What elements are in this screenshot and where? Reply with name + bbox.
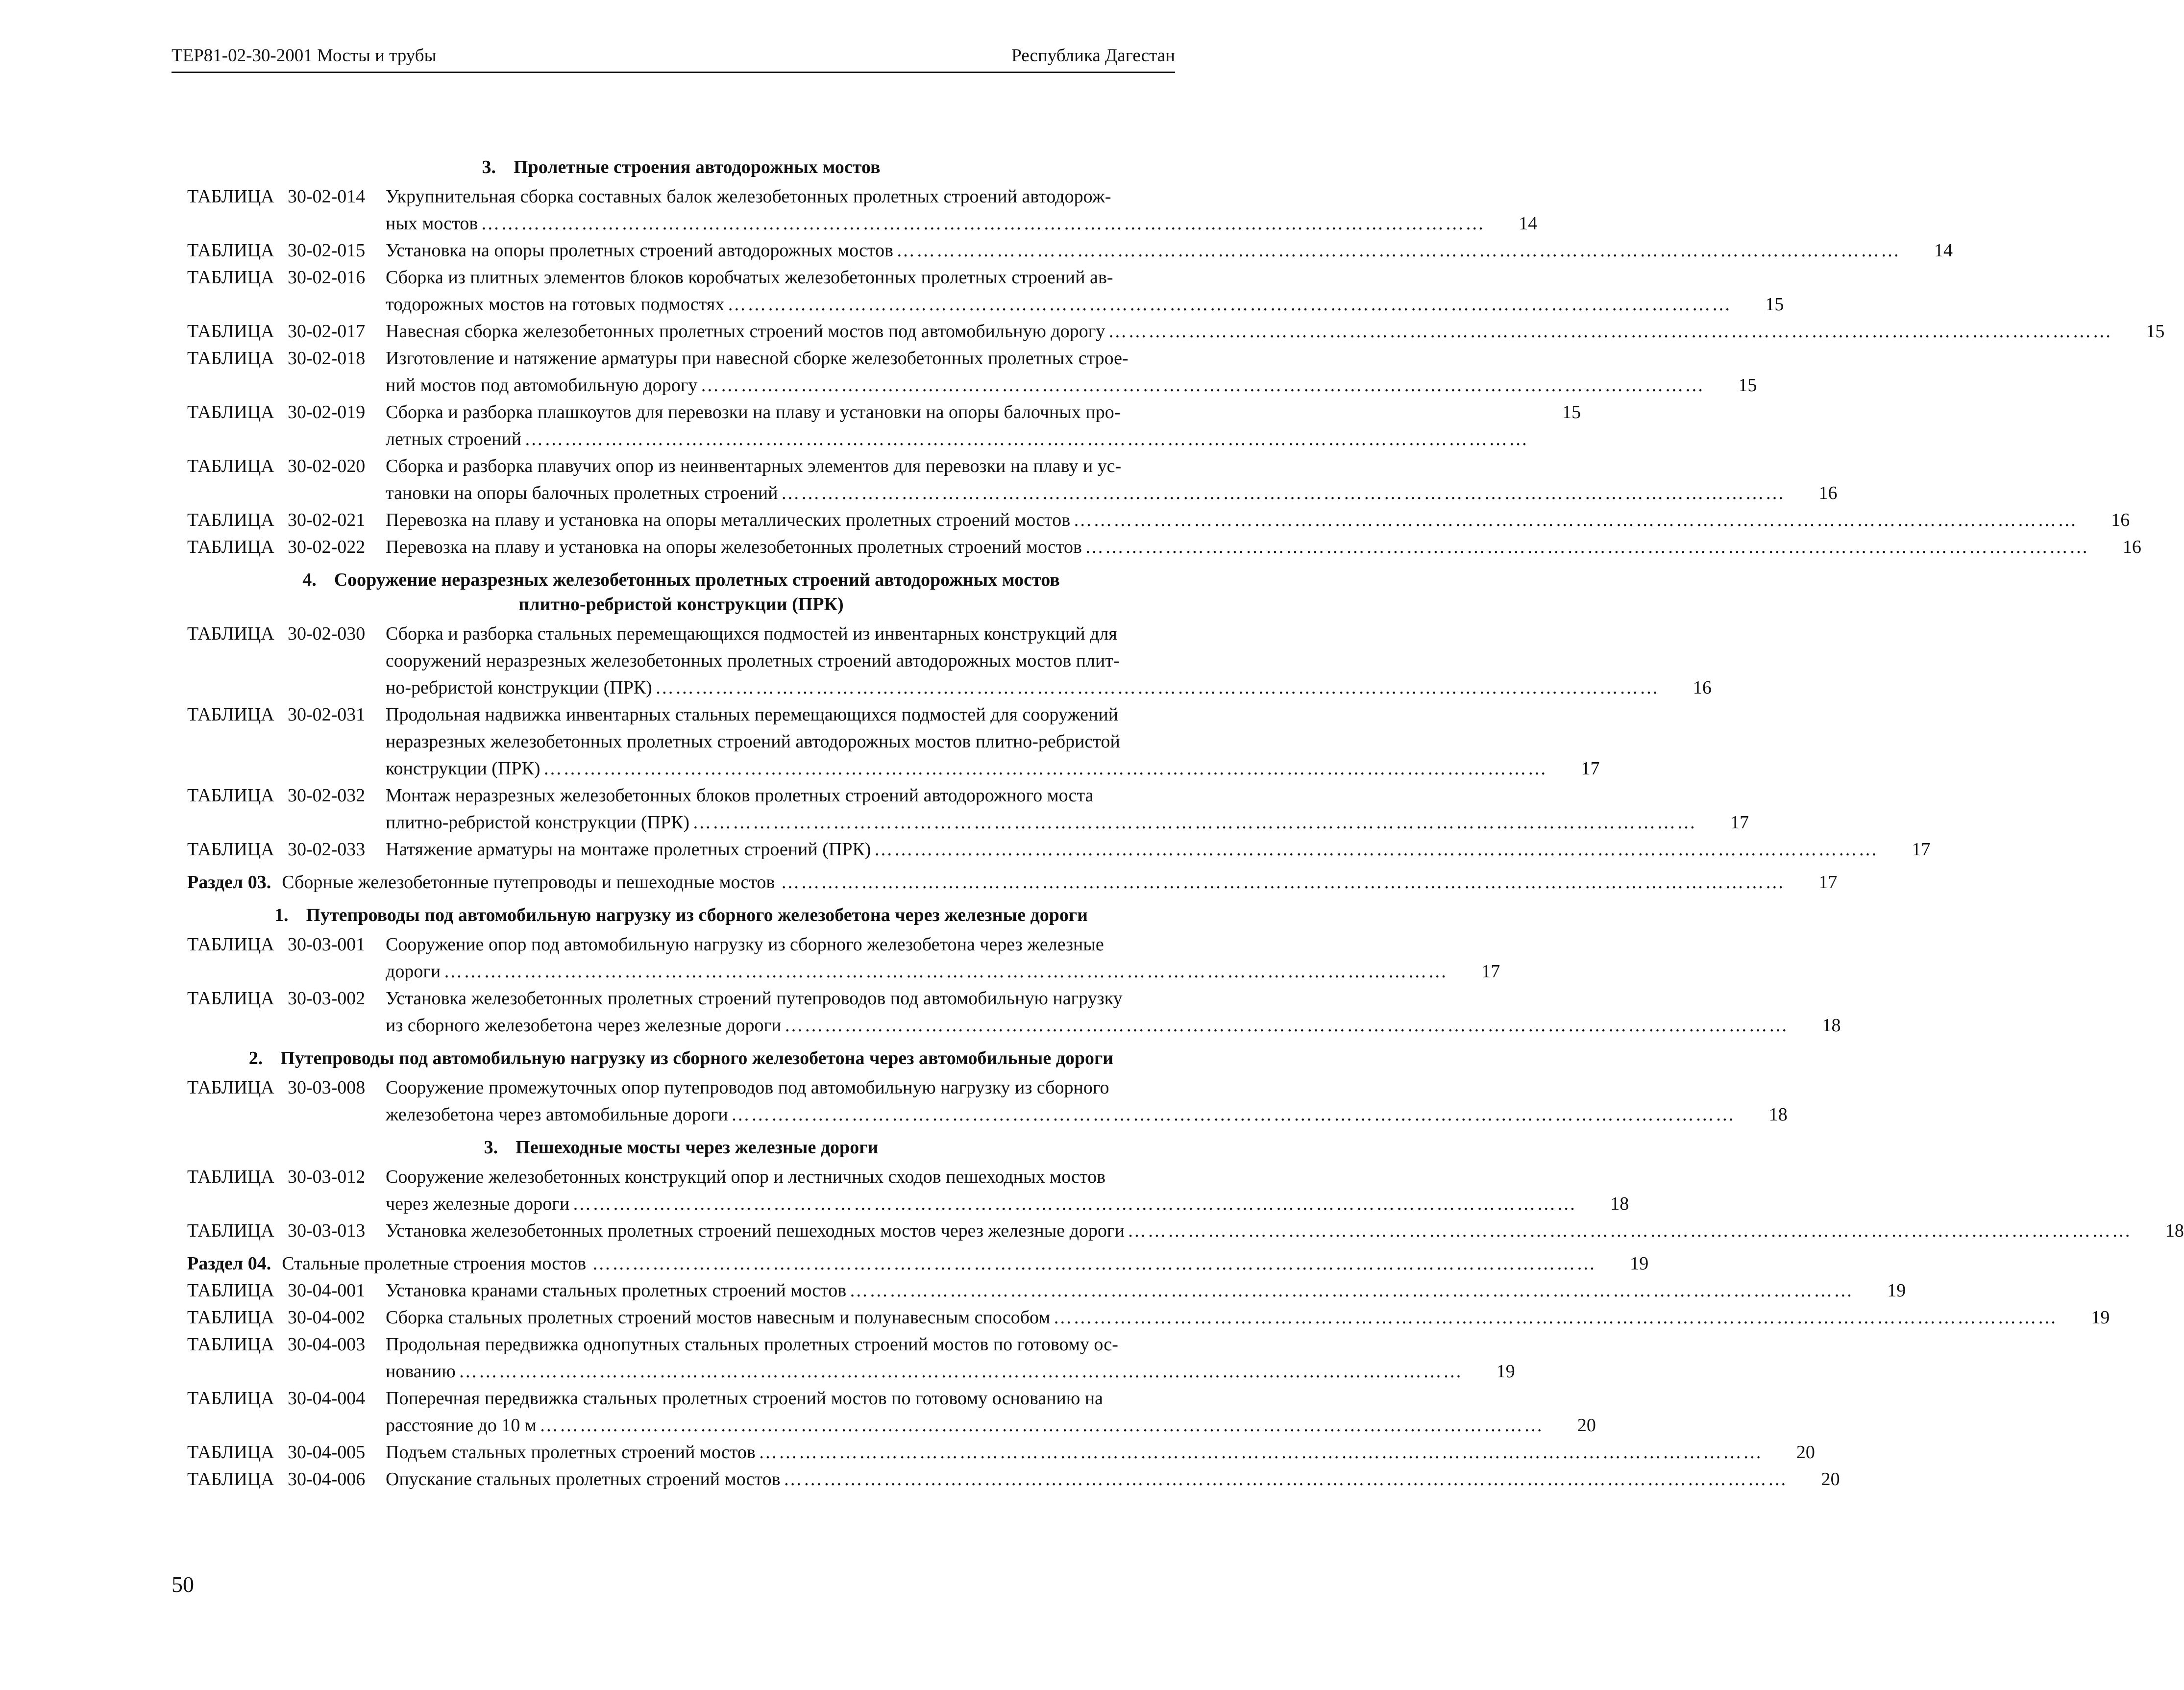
entry-title-text: Натяжение арматуры на монтаже пролетных строений (ПРК) bbox=[386, 839, 871, 860]
subsection-number: 2. bbox=[248, 1048, 263, 1069]
entry-description bbox=[386, 1466, 1840, 1493]
entry-description bbox=[386, 345, 1757, 399]
table-keyword: ТАБЛИЦА bbox=[187, 1077, 274, 1098]
entry-page: 19 bbox=[1887, 1280, 1906, 1301]
entry-title-text: Подъем стальных пролетных строений мостов bbox=[386, 1442, 756, 1463]
subsection-heading bbox=[187, 903, 1175, 927]
toc-entry bbox=[187, 345, 1757, 399]
entry-page: 17 bbox=[1912, 839, 1931, 860]
subsection-title: Пешеходные мосты через железные дороги bbox=[515, 1137, 879, 1158]
entry-title bbox=[386, 1385, 1544, 1439]
toc-entry bbox=[187, 1439, 1815, 1466]
dot-leader: …………………………………………………………………………………………………………………………………… bbox=[727, 294, 1732, 315]
running-header-region: Республика Дагестан bbox=[1011, 46, 1175, 66]
entry-description bbox=[386, 1331, 1515, 1385]
table-code: 30-02-031 bbox=[288, 704, 366, 725]
toc-entry bbox=[187, 264, 1784, 318]
entry-title-line bbox=[386, 1012, 1789, 1039]
entry-title-text: Установка кранами стальных пролетных строений мостов bbox=[386, 1280, 847, 1301]
entry-page: 17 bbox=[1730, 812, 1749, 833]
toc-entry bbox=[187, 183, 1538, 237]
dot-leader: …………………………………………………………………………………………………………………………………… bbox=[700, 375, 1705, 396]
subsection-title: Путепроводы под автомобильную нагрузку из сборного железобетона через железные дороги bbox=[306, 905, 1088, 925]
table-code: 30-02-019 bbox=[288, 402, 366, 422]
entry-title-line bbox=[386, 621, 1660, 647]
table-keyword: ТАБЛИЦА bbox=[187, 934, 274, 955]
entry-title-line bbox=[386, 237, 1901, 264]
entry-description bbox=[386, 836, 1930, 863]
toc-entry bbox=[187, 621, 1712, 701]
table-code: 30-02-022 bbox=[288, 537, 366, 557]
entry-title-line bbox=[386, 480, 1786, 507]
entry-title-text: Сборка стальных пролетных строений мостов навесным и полунавесным способом bbox=[386, 1307, 1051, 1328]
table-keyword: ТАБЛИЦА bbox=[187, 402, 274, 422]
entry-title bbox=[386, 507, 2078, 534]
toc-entry bbox=[187, 453, 1838, 507]
dot-leader: …………………………………………………………………………………………………………………………………… bbox=[1084, 537, 2089, 557]
entry-title-text: Перевозка на плаву и установка на опоры металлических пролетных строений мостов bbox=[386, 510, 1071, 530]
toc-entry bbox=[187, 985, 1841, 1039]
table-keyword: ТАБЛИЦА bbox=[187, 267, 274, 288]
entry-title bbox=[386, 621, 1660, 701]
table-code: 30-04-003 bbox=[288, 1334, 366, 1355]
entry-title-line bbox=[386, 728, 1548, 755]
dot-leader: …………………………………………………………………………………………………………………………………… bbox=[692, 812, 1697, 833]
entry-title-line bbox=[386, 210, 1485, 237]
subsection-title: Пролетные строения автодорожных мостов bbox=[514, 157, 881, 177]
entry-page: 19 bbox=[1496, 1361, 1515, 1382]
entry-title-text: Сборка и разборка плашкоутов для перевозки на плаву и установки на опоры балочных про- bbox=[386, 402, 1121, 422]
table-code: 30-02-018 bbox=[288, 348, 366, 369]
entry-title-line bbox=[386, 372, 1705, 399]
table-keyword: ТАБЛИЦА bbox=[187, 1388, 274, 1409]
entry-title-line bbox=[386, 426, 1529, 453]
entry-title-text: летных строений bbox=[386, 429, 522, 449]
entry-page: 20 bbox=[1821, 1469, 1840, 1490]
entry-title-line bbox=[386, 1331, 1463, 1358]
entry-description bbox=[386, 1304, 2110, 1331]
entry-title-text: тановки на опоры балочных пролетных строений bbox=[386, 483, 778, 503]
dot-leader: …………………………………………………………………………………………………………………………………… bbox=[1053, 1307, 2058, 1328]
entry-title-line bbox=[386, 931, 1448, 958]
table-code: 30-02-030 bbox=[288, 623, 366, 644]
dot-leader: …………………………………………………………………………………………………………………………………… bbox=[783, 1469, 1788, 1490]
entry-title-line bbox=[386, 1101, 1736, 1128]
table-keyword: ТАБЛИЦА bbox=[187, 510, 274, 530]
dot-leader: …………………………………………………………………………………………………………………………………… bbox=[758, 1442, 1763, 1463]
entry-page: 14 bbox=[1934, 240, 1953, 261]
entry-title-text: Опускание стальных пролетных строений мостов bbox=[386, 1469, 781, 1490]
table-code: 30-02-016 bbox=[288, 267, 366, 288]
entry-title bbox=[386, 1304, 2058, 1331]
entry-title-line bbox=[386, 1466, 1788, 1493]
subsection-title: Сооружение неразрезных железобетонных пролетных строений автодорожных мостов bbox=[334, 570, 1060, 590]
entry-page: 17 bbox=[1481, 961, 1500, 982]
entry-page: 18 bbox=[1768, 1104, 1788, 1125]
entry-title-text: Монтаж неразрезных железобетонных блоков пролетных строений автодорожного моста bbox=[386, 785, 1094, 806]
entry-title-line bbox=[386, 183, 1485, 210]
dot-leader: …………………………………………………………………………………………………………………………………… bbox=[572, 1193, 1577, 1214]
entry-title-text: Сборка и разборка плавучих опор из неинвентарных элементов для перевозки на плаву и ус- bbox=[386, 456, 1122, 476]
entry-title-text: Изготовление и натяжение арматуры при навесной сборке железобетонных пролетных строе- bbox=[386, 348, 1129, 369]
entry-title-line bbox=[386, 507, 2078, 534]
entry-page: 15 bbox=[1562, 402, 1581, 422]
toc-entry bbox=[187, 534, 2141, 561]
entry-description bbox=[386, 1164, 1629, 1218]
entry-title-line bbox=[386, 1358, 1463, 1385]
entry-description bbox=[386, 1385, 1596, 1439]
entry-description bbox=[386, 782, 1749, 836]
entry-title-line bbox=[386, 1385, 1544, 1412]
entry-description bbox=[386, 399, 1581, 453]
subsection-number: 1. bbox=[274, 905, 289, 925]
entry-title-text: плитно-ребристой конструкции (ПРК) bbox=[386, 812, 690, 833]
toc-entry bbox=[187, 1304, 2110, 1331]
table-keyword: ТАБЛИЦА bbox=[187, 1334, 274, 1355]
entry-title-text: Сборка из плитных элементов блоков коробчатых железобетонных пролетных строений ав- bbox=[386, 267, 1113, 288]
table-keyword: ТАБЛИЦА bbox=[187, 537, 274, 557]
toc-entry bbox=[187, 1164, 1629, 1218]
entry-title-line bbox=[386, 1074, 1736, 1101]
entry-page: 16 bbox=[2111, 510, 2130, 530]
subsection-heading bbox=[187, 1046, 1175, 1070]
entry-title bbox=[386, 1164, 1577, 1218]
running-header-title: ТЕР81-02-30-2001 Мосты и трубы bbox=[172, 46, 437, 66]
entry-title-text: Укрупнительная сборка составных балок железобетонных пролетных строений автодорож- bbox=[386, 186, 1111, 207]
table-code: 30-02-032 bbox=[288, 785, 366, 806]
entry-title-line bbox=[386, 836, 1878, 863]
entry-title-text: из сборного железобетона через железные дороги bbox=[386, 1015, 782, 1036]
entry-title-text: Установка железобетонных пролетных строений путепроводов под автомобильную нагрузку bbox=[386, 988, 1123, 1009]
table-code: 30-04-006 bbox=[288, 1469, 366, 1490]
entry-title-line bbox=[386, 958, 1448, 985]
entry-description bbox=[386, 1218, 2184, 1244]
entry-title-text: ний мостов под автомобильную дорогу bbox=[386, 375, 698, 396]
subsection-heading bbox=[187, 155, 1175, 179]
table-keyword: ТАБЛИЦА bbox=[187, 1280, 274, 1301]
entry-title-line bbox=[386, 755, 1548, 782]
dot-leader: …………………………………………………………………………………………………………………………………… bbox=[481, 213, 1486, 234]
entry-title-text: Сооружение железобетонных конструкций опор и лестничных сходов пешеходных мостов bbox=[386, 1167, 1106, 1187]
entry-description bbox=[386, 985, 1840, 1039]
section-heading-text bbox=[187, 1250, 1596, 1277]
entry-description bbox=[386, 453, 1838, 507]
table-keyword: ТАБЛИЦА bbox=[187, 348, 274, 369]
entry-page: 15 bbox=[1765, 294, 1784, 315]
dot-leader: …………………………………………………………………………………………………………………………………… bbox=[1108, 321, 2113, 342]
entry-title-line bbox=[386, 674, 1660, 701]
section-page: 19 bbox=[1630, 1253, 1649, 1274]
entry-title-line bbox=[386, 291, 1732, 318]
entry-page: 16 bbox=[2122, 537, 2141, 557]
entry-description bbox=[386, 318, 2164, 345]
table-keyword: ТАБЛИЦА bbox=[187, 623, 274, 644]
entry-description bbox=[386, 931, 1500, 985]
subsection-heading bbox=[187, 568, 1175, 592]
entry-title-line bbox=[386, 345, 1705, 372]
table-code: 30-03-001 bbox=[288, 934, 366, 955]
page-number: 50 bbox=[172, 1572, 194, 1597]
entry-title-line bbox=[386, 1439, 1763, 1466]
subsection-number: 4. bbox=[302, 570, 317, 590]
entry-title bbox=[386, 836, 1878, 863]
entry-title-text: ных мостов bbox=[386, 213, 478, 234]
subsection-number: 3. bbox=[482, 157, 496, 177]
toc-entry bbox=[187, 1074, 1788, 1128]
table-code: 30-02-033 bbox=[288, 839, 366, 860]
entry-title-text: Продольная надвижка инвентарных стальных перемещающихся подмостей для сооружений bbox=[386, 704, 1119, 725]
entry-title bbox=[386, 1439, 1763, 1466]
entry-title-line bbox=[386, 1164, 1577, 1191]
section-heading-text bbox=[187, 869, 1785, 896]
header-rule bbox=[172, 72, 1175, 73]
entry-title-text: сооружений неразрезных железобетонных пролетных строений автодорожных мостов плит- bbox=[386, 650, 1120, 671]
dot-leader: …………………………………………………………………………………………………………………………………… bbox=[1127, 1220, 2132, 1241]
dot-leader: …………………………………………………………………………………………………………………………………… bbox=[655, 677, 1660, 698]
table-code: 30-04-001 bbox=[288, 1280, 366, 1301]
dot-leader: …………………………………………………………………………………………………………………………………… bbox=[784, 1015, 1789, 1036]
entry-title bbox=[386, 399, 1529, 453]
entry-title bbox=[386, 183, 1485, 237]
entry-title bbox=[386, 1466, 1788, 1493]
entry-title bbox=[386, 1218, 2132, 1244]
entry-description bbox=[386, 621, 1712, 701]
entry-page: 20 bbox=[1577, 1415, 1596, 1436]
entry-description bbox=[386, 534, 2141, 561]
toc-entry bbox=[187, 836, 1931, 863]
entry-title-line bbox=[386, 809, 1697, 836]
entry-title bbox=[386, 534, 2089, 561]
entry-title-text: конструкции (ПРК) bbox=[386, 758, 540, 779]
toc-entry bbox=[187, 507, 2130, 534]
section-heading bbox=[187, 869, 1838, 896]
toc-entry bbox=[187, 1466, 1840, 1493]
entry-description bbox=[386, 1439, 1815, 1466]
table-keyword: ТАБЛИЦА bbox=[187, 839, 274, 860]
table-code: 30-02-020 bbox=[288, 456, 366, 476]
entry-title bbox=[386, 453, 1786, 507]
dot-leader: …………………………………………………………………………………………………………………………………… bbox=[781, 872, 1786, 893]
entry-title bbox=[386, 985, 1789, 1039]
dot-leader: …………………………………………………………………………………………………………………………………… bbox=[1073, 510, 2078, 530]
table-keyword: ТАБЛИЦА bbox=[187, 704, 274, 725]
dot-leader: …………………………………………………………………………………………………………………………………… bbox=[524, 429, 1529, 449]
entry-title-text: Сборка и разборка стальных перемещающихся подмостей из инвентарных конструкций для bbox=[386, 623, 1117, 644]
toc-entry bbox=[187, 399, 1581, 453]
entry-description bbox=[386, 507, 2130, 534]
entry-title-line bbox=[386, 782, 1697, 809]
entry-title-text: неразрезных железобетонных пролетных строений автодорожных мостов плитно-ребристой bbox=[386, 731, 1120, 752]
dot-leader: …………………………………………………………………………………………………………………………………… bbox=[592, 1253, 1597, 1274]
entry-title-line bbox=[386, 1191, 1577, 1218]
toc-entry bbox=[187, 1277, 1906, 1304]
entry-page: 15 bbox=[1738, 375, 1757, 396]
section-title: Сборные железобетонные путепроводы и пешеходные мостов bbox=[282, 872, 775, 893]
entry-description bbox=[386, 264, 1784, 318]
subsection-heading-line2 bbox=[187, 592, 1175, 617]
table-keyword: ТАБЛИЦА bbox=[187, 1167, 274, 1187]
table-code: 30-02-021 bbox=[288, 510, 366, 530]
dot-leader: …………………………………………………………………………………………………………………………………… bbox=[539, 1415, 1544, 1436]
section-page: 17 bbox=[1818, 872, 1838, 893]
table-keyword: ТАБЛИЦА bbox=[187, 1220, 274, 1241]
entry-page: 20 bbox=[1796, 1442, 1815, 1463]
entry-title-text: тодорожных мостов на готовых подмостях bbox=[386, 294, 725, 315]
entry-title bbox=[386, 345, 1705, 399]
dot-leader: …………………………………………………………………………………………………………………………………… bbox=[443, 961, 1448, 982]
table-keyword: ТАБЛИЦА bbox=[187, 186, 274, 207]
entry-title bbox=[386, 782, 1697, 836]
toc-entry bbox=[187, 931, 1500, 985]
table-keyword: ТАБЛИЦА bbox=[187, 1442, 274, 1463]
entry-title-line bbox=[386, 399, 1529, 426]
entry-title-line bbox=[386, 1412, 1544, 1439]
entry-title bbox=[386, 1277, 1854, 1304]
entry-title-text: расстояние до 10 м bbox=[386, 1415, 537, 1436]
subsection-number: 3. bbox=[484, 1137, 498, 1158]
entry-title bbox=[386, 318, 2112, 345]
entry-title-text: дороги bbox=[386, 961, 441, 982]
table-keyword: ТАБЛИЦА bbox=[187, 321, 274, 342]
entry-page: 14 bbox=[1519, 213, 1538, 234]
entry-description bbox=[386, 237, 1953, 264]
entry-page: 18 bbox=[1610, 1193, 1629, 1214]
toc-entry bbox=[187, 1385, 1596, 1439]
entry-description bbox=[386, 701, 1600, 782]
entry-page: 18 bbox=[1822, 1015, 1841, 1036]
entry-description bbox=[386, 1277, 1906, 1304]
entry-title-text: Перевозка на плаву и установка на опоры железобетонных пролетных строений мостов bbox=[386, 537, 1082, 557]
table-code: 30-04-005 bbox=[288, 1442, 366, 1463]
dot-leader: …………………………………………………………………………………………………………………………………… bbox=[896, 240, 1901, 261]
table-code: 30-03-008 bbox=[288, 1077, 366, 1098]
entry-title-text: Поперечная передвижка стальных пролетных строений мостов по готовому основанию на bbox=[386, 1388, 1103, 1409]
entry-title-line bbox=[386, 1218, 2132, 1244]
dot-leader: …………………………………………………………………………………………………………………………………… bbox=[781, 483, 1786, 503]
entry-title-line bbox=[386, 318, 2112, 345]
entry-title-text: Сооружение опор под автомобильную нагрузку из сборного железобетона через железные bbox=[386, 934, 1104, 955]
section-heading bbox=[187, 1250, 1649, 1277]
entry-title-text: Установка железобетонных пролетных строений пешеходных мостов через железные дороги bbox=[386, 1220, 1125, 1241]
subsection-title-cont: плитно-ребристой конструкции (ПРК) bbox=[518, 594, 844, 615]
subsection-heading bbox=[187, 1135, 1175, 1160]
table-keyword: ТАБЛИЦА bbox=[187, 1307, 274, 1328]
dot-leader: …………………………………………………………………………………………………………………………………… bbox=[874, 839, 1879, 860]
table-code: 30-02-014 bbox=[288, 186, 366, 207]
entry-title-text: Установка на опоры пролетных строений автодорожных мостов bbox=[386, 240, 893, 261]
entry-title-text: Навесная сборка железобетонных пролетных строений мостов под автомобильную дорогу bbox=[386, 321, 1105, 342]
entry-title-line bbox=[386, 1277, 1854, 1304]
entry-title-line bbox=[386, 985, 1789, 1012]
entry-page: 19 bbox=[2091, 1307, 2110, 1328]
entry-title-text: но-ребристой конструкции (ПРК) bbox=[386, 677, 652, 698]
toc-entry bbox=[187, 237, 1953, 264]
entry-title-text: через железные дороги bbox=[386, 1193, 570, 1214]
entry-title bbox=[386, 264, 1732, 318]
table-code: 30-03-002 bbox=[288, 988, 366, 1009]
entry-title-line bbox=[386, 647, 1660, 674]
entry-page: 18 bbox=[2165, 1220, 2184, 1241]
table-code: 30-03-012 bbox=[288, 1167, 366, 1187]
table-code: 30-04-002 bbox=[288, 1307, 366, 1328]
entry-title bbox=[386, 701, 1548, 782]
entry-description bbox=[386, 1074, 1788, 1128]
table-keyword: ТАБЛИЦА bbox=[187, 988, 274, 1009]
entry-page: 16 bbox=[1693, 677, 1712, 698]
table-keyword: ТАБЛИЦА bbox=[187, 785, 274, 806]
entry-title bbox=[386, 237, 1901, 264]
entry-title bbox=[386, 931, 1448, 985]
section-label: Раздел 03. bbox=[187, 872, 271, 893]
entry-title-line bbox=[386, 534, 2089, 561]
entry-title-line bbox=[386, 453, 1786, 480]
table-code: 30-04-004 bbox=[288, 1388, 366, 1409]
section-title: Стальные пролетные строения мостов bbox=[282, 1253, 587, 1274]
table-of-contents bbox=[187, 148, 2184, 1493]
entry-title-text: нованию bbox=[386, 1361, 456, 1382]
toc-entry bbox=[187, 318, 2165, 345]
entry-title bbox=[386, 1331, 1463, 1385]
table-code: 30-02-017 bbox=[288, 321, 366, 342]
table-keyword: ТАБЛИЦА bbox=[187, 240, 274, 261]
entry-title-line bbox=[386, 1304, 2058, 1331]
subsection-title: Путепроводы под автомобильную нагрузку из сборного железобетона через автомобильные дороги bbox=[280, 1048, 1114, 1069]
entry-page: 16 bbox=[1818, 483, 1838, 503]
entry-title-text: Продольная передвижка однопутных стальных пролетных строений мостов по готовому ос- bbox=[386, 1334, 1118, 1355]
toc-entry bbox=[187, 701, 1600, 782]
entry-title-line bbox=[386, 264, 1732, 291]
entry-title-text: Сооружение промежуточных опор путепроводов под автомобильную нагрузку из сборного bbox=[386, 1077, 1109, 1098]
toc-entry bbox=[187, 1218, 2184, 1244]
section-label: Раздел 04. bbox=[187, 1253, 271, 1274]
entry-page: 15 bbox=[2146, 321, 2165, 342]
toc-entry bbox=[187, 1331, 1515, 1385]
entry-title-text: железобетона через автомобильные дороги bbox=[386, 1104, 728, 1125]
table-code: 30-03-013 bbox=[288, 1220, 366, 1241]
dot-leader: …………………………………………………………………………………………………………………………………… bbox=[849, 1280, 1854, 1301]
toc-entry bbox=[187, 782, 1749, 836]
dot-leader: …………………………………………………………………………………………………………………………………… bbox=[543, 758, 1548, 779]
table-keyword: ТАБЛИЦА bbox=[187, 1469, 274, 1490]
dot-leader: …………………………………………………………………………………………………………………………………… bbox=[458, 1361, 1463, 1382]
entry-description bbox=[386, 183, 1537, 237]
entry-title bbox=[386, 1074, 1736, 1128]
entry-page: 17 bbox=[1581, 758, 1600, 779]
table-code: 30-02-015 bbox=[288, 240, 366, 261]
entry-title-line bbox=[386, 701, 1548, 728]
dot-leader: …………………………………………………………………………………………………………………………………… bbox=[731, 1104, 1736, 1125]
table-keyword: ТАБЛИЦА bbox=[187, 456, 274, 476]
